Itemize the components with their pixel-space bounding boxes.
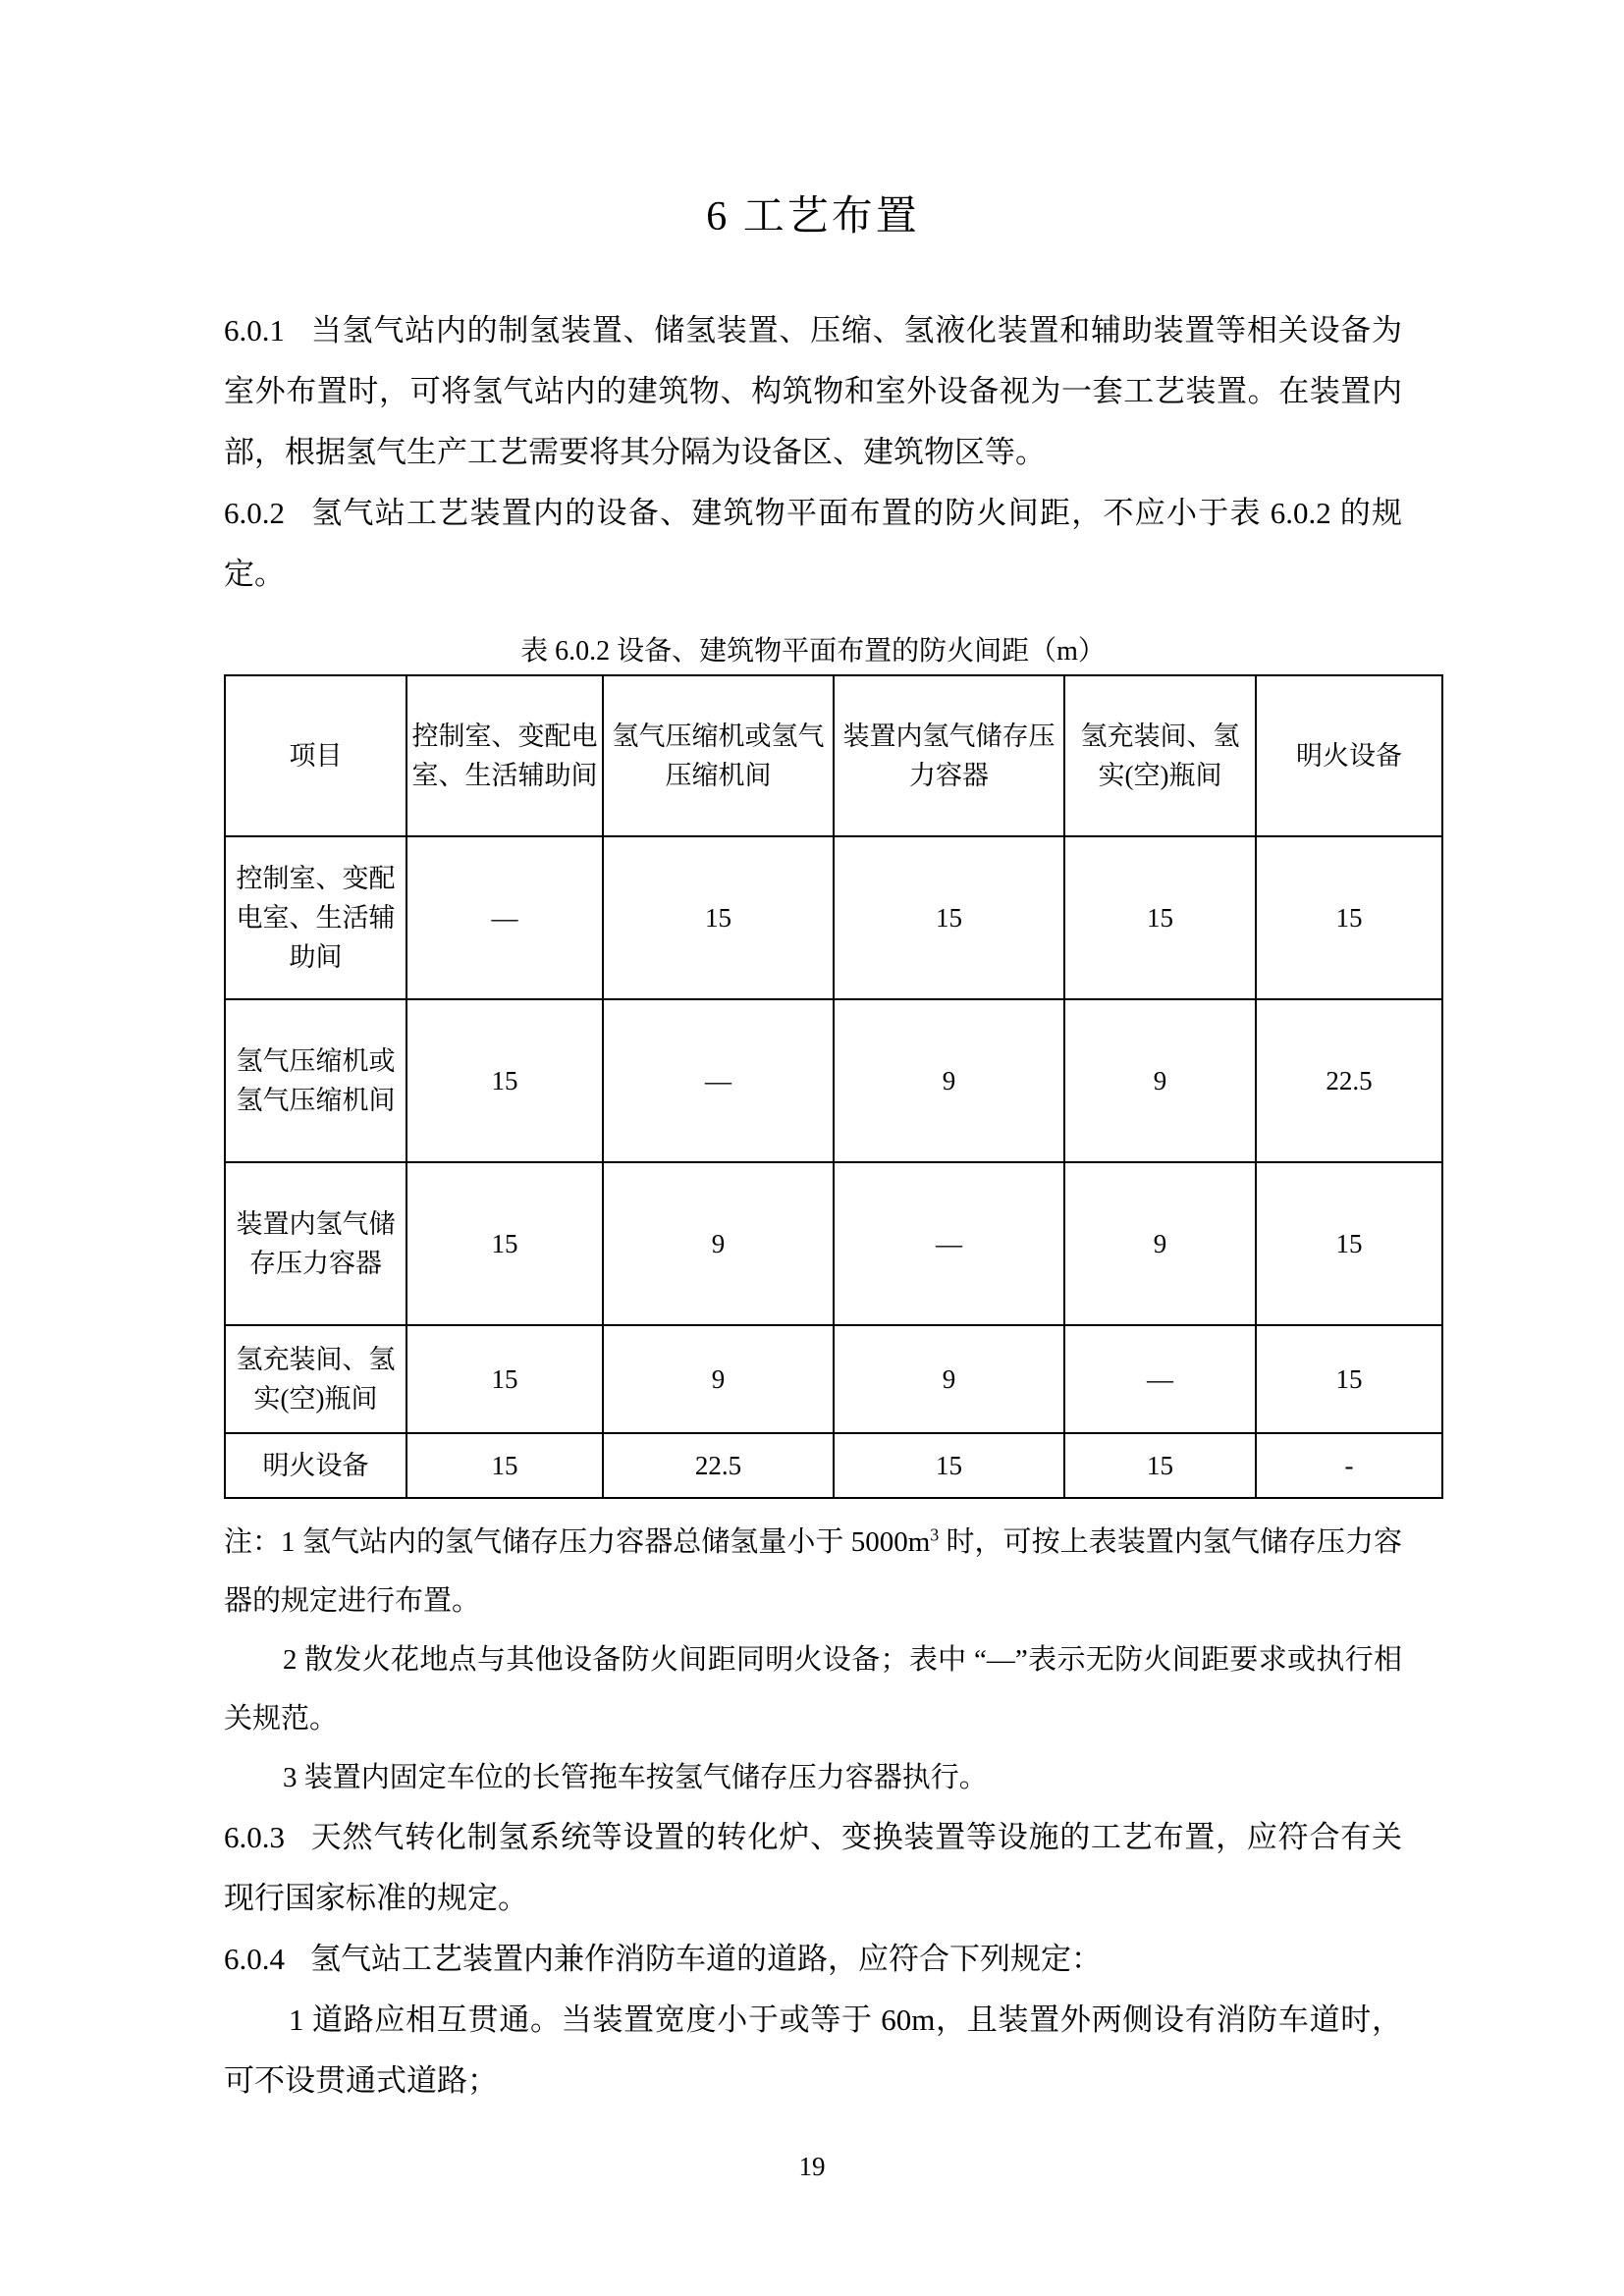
table-note-1-part1: 注：1 氢气站内的氢气储存压力容器总储氢量小于 5000m [224,1525,931,1558]
column-header-control-room: 控制室、变配电室、生活辅助间 [406,675,603,836]
cell-value: 9 [603,1162,834,1325]
cell-value: 15 [406,1325,603,1433]
row-label: 控制室、变配电室、生活辅助间 [225,836,406,999]
cell-value: — [834,1162,1064,1325]
row-label: 氢充装间、氢实(空)瓶间 [225,1325,406,1433]
table-note-1-superscript: 3 [930,1524,940,1545]
table-note-1 [224,1513,1402,1630]
cell-value: 15 [406,1433,603,1498]
table-note-3: 3 装置内固定车位的长管拖车按氢气储存压力容器执行。 [283,1761,988,1793]
cell-value: 22.5 [603,1433,834,1498]
cell-value: — [406,836,603,999]
cell-value: 15 [1256,836,1442,999]
cell-value: — [1064,1325,1256,1433]
cell-value: 15 [834,836,1064,999]
cell-value: 9 [1064,1162,1256,1325]
section-6-0-3-text: 天然气转化制氢系统等设置的转化炉、变换装置等设施的工艺布置，应符合有关现行国家标准的规定。 [224,1819,1402,1915]
table-note-1-part2: 时，可按上表装置内氢气储存压力容器的规定进行布置。 [224,1525,1402,1617]
section-6-0-1-text: 当氢气站内的制氢装置、储氢装置、压缩、氢液化装置和辅助装置等相关设备为室外布置时，可将氢气站内的建筑物、构筑物和室外设备视为一套工艺装置。在装置内部，根据氢气生产工艺需要将其分隔为设备区、建筑物区等。 [224,313,1402,470]
section-6-0-2-text: 氢气站工艺装置内的设备、建筑物平面布置的防火间距，不应小于表 6.0.2 的规定。 [224,496,1402,592]
page-content [224,0,1402,2111]
row-label: 氢气压缩机或氢气压缩机间 [225,999,406,1162]
row-label: 装置内氢气储存压力容器 [225,1162,406,1325]
cell-value: - [1256,1433,1442,1498]
cell-value: 15 [1064,1433,1256,1498]
table-row [225,1325,1442,1433]
table-header-row [225,675,1442,836]
cell-value: 15 [834,1433,1064,1498]
cell-value: 15 [1256,1162,1442,1325]
table-row [225,836,1442,999]
column-header-open-flame: 明火设备 [1256,675,1442,836]
column-header-filling-room: 氢充装间、氢实(空)瓶间 [1064,675,1256,836]
section-6-0-1-number: 6.0.1 [224,313,285,348]
cell-value: 9 [603,1325,834,1433]
section-6-0-3-number: 6.0.3 [224,1819,285,1854]
cell-value: 22.5 [1256,999,1442,1162]
table-body [225,836,1442,1498]
table-note-2: 2 散发火花地点与其他设备防火间距同明火设备；表中 “—”表示无防火间距要求或执行相关规范。 [224,1643,1402,1735]
row-label: 明火设备 [225,1433,406,1498]
section-6-0-4-item-1: 1 道路应相互贯通。当装置宽度小于或等于 60m，且装置外两侧设有消防车道时，可不设贯通式道路； [224,2002,1402,2098]
cell-value: 9 [834,1325,1064,1433]
fire-distance-table [224,674,1443,1499]
cell-value: — [603,999,834,1162]
table-head [225,675,1442,836]
cell-value: 15 [406,1162,603,1325]
cell-value: 15 [406,999,603,1162]
column-header-item: 项目 [225,675,406,836]
table-row [225,1162,1442,1325]
cell-value: 9 [1064,999,1256,1162]
section-6-0-1 [224,300,1402,483]
table-caption: 表 6.0.2 设备、建筑物平面布置的防火间距（m） [520,636,1106,667]
cell-value: 15 [1064,836,1256,999]
page-title: 6 工艺布置 [706,194,920,240]
column-header-compressor: 氢气压缩机或氢气压缩机间 [603,675,834,836]
table-row [225,999,1442,1162]
page-number: 19 [798,2152,826,2181]
section-6-0-4 [224,1929,1402,1990]
section-6-0-4-text: 氢气站工艺装置内兼作消防车道的道路，应符合下列规定： [310,1941,1102,1976]
section-6-0-4-number: 6.0.4 [224,1941,285,1976]
section-6-0-3 [224,1807,1402,1929]
cell-value: 9 [834,999,1064,1162]
column-header-storage-vessel: 装置内氢气储存压力容器 [834,675,1064,836]
section-6-0-2-number: 6.0.2 [224,496,285,531]
cell-value: 15 [1256,1325,1442,1433]
table-row [225,1433,1442,1498]
section-6-0-2 [224,483,1402,605]
cell-value: 15 [603,836,834,999]
